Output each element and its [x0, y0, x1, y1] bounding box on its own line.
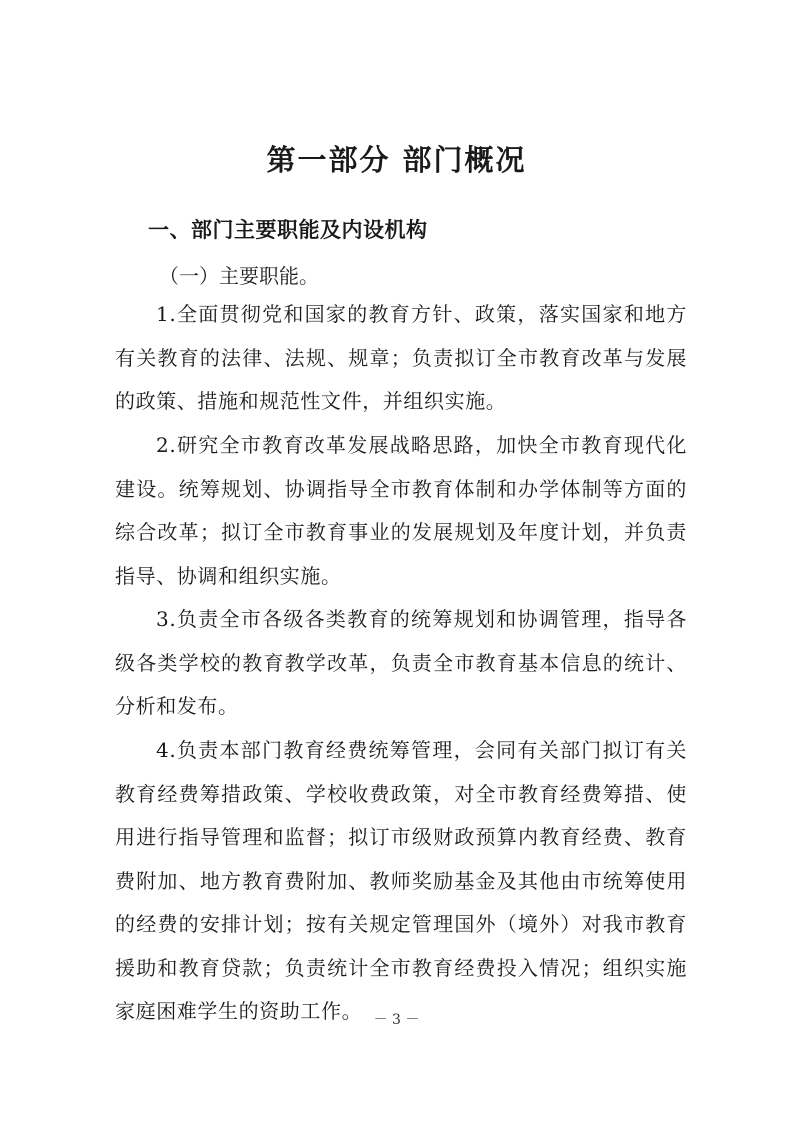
paragraph-3: 3.负责全市各级各类教育的统筹规划和协调管理，指导各级各类学校的教育教学改革，负责全市教育基本信息的统计、分析和发布。 [115, 607, 687, 718]
page-number: － 3 － [373, 1012, 420, 1028]
paragraph-2: 2.研究全市教育改革发展战略思路，加快全市教育现代化建设。统筹规划、协调指导全市教育体制和办学体制等方面的综合改革；拟订全市教育事业的发展规划及年度计划，并负责指导、协调和组织实施。 [115, 433, 687, 588]
page-title: 第一部分 部门概况 [266, 143, 527, 177]
paragraph-4: 4.负责本部门教育经费统筹管理，会同有关部门拟订有关教育经费筹措政策、学校收费政策，对全市教育经费筹措、使用进行指导管理和监督；拟订市级财政预算内教育经费、教育费附加、地方教育费附加、教师奖励基金及其他由市统筹使用的经费的安排计划；按有关规定管理国外（境外）对我市教育援助和教育贷款；负责统计全市教育经费投入情况；组织实施家庭困难学生的资助工作。 [115, 738, 687, 1023]
sub-heading: （一）主要职能。 [159, 264, 319, 288]
paragraph-1: 1.全面贯彻党和国家的教育方针、政策，落实国家和地方有关教育的法律、法规、规章；负责拟订全市教育改革与发展的政策、措施和规范性文件，并组织实施。 [115, 302, 687, 413]
section-heading: 一、部门主要职能及内设机构 [148, 218, 428, 242]
